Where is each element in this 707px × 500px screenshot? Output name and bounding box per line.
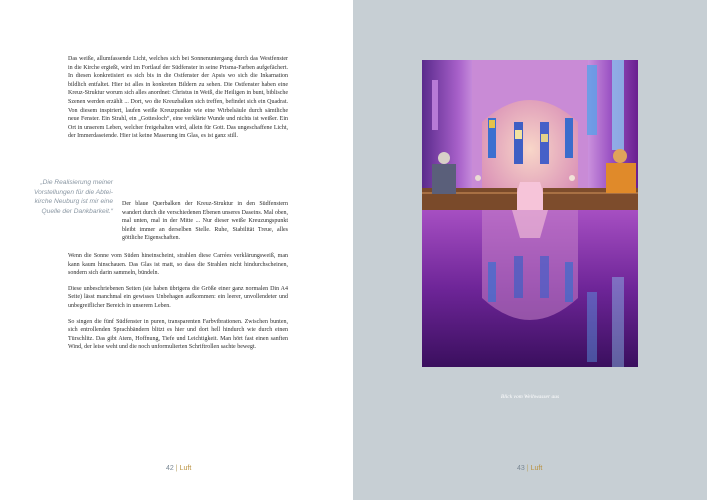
visitor-head	[475, 175, 481, 181]
visitor-head	[569, 175, 575, 181]
reflected-window	[540, 256, 549, 298]
side-window-left	[432, 80, 438, 130]
reflected-side-window	[587, 292, 597, 362]
photo-caption: Blick vom Weihwasser aus	[500, 394, 560, 400]
stained-glass-window	[565, 118, 573, 158]
section-name: Luft	[179, 465, 192, 472]
left-page	[0, 0, 353, 500]
reflected-window	[488, 262, 496, 302]
folio-separator: |	[526, 465, 529, 472]
side-window-right	[587, 65, 597, 135]
stained-glass-window	[514, 122, 523, 164]
visitor-body	[606, 163, 636, 193]
pull-quote-line: „Die Realisierung meiner	[40, 179, 113, 186]
pull-quote-line: kirche Neuburg ist mir eine	[34, 198, 113, 205]
pull-quote-line: Vorstellungen für die Abtei-	[33, 188, 113, 196]
page-number-right	[517, 465, 542, 472]
pull-quote	[8, 178, 113, 216]
paragraph: Der blaue Querbalken der Kreuz-Struktur in den Südfenstern wandert durch die verschiedenen Ebenen unseres Daseins. Mal oben, mal unten, mal in der Mitte ... Nur dieser weiße Kreuzungspunkt bleibt immer an derselben Stelle. Ruhe, Stabilität Treue, alles göttliche Eigenschaften.	[122, 201, 288, 242]
stained-glass-detail	[489, 120, 495, 128]
pull-quote-line: Quelle der Dankbarkeit.“	[41, 207, 113, 215]
paragraph: Diese unbeschriebenen Seiten (sie haben übrigens die Größe einer ganz normalen Din A4 Seite) lässt manchmal ein gewisses Unbehagen aufkommen: ein leerer, unvollendeter und unbegreiflicher Bereich in unserem Leben.	[68, 285, 288, 309]
church-interior-photo	[422, 60, 638, 367]
reflected-window	[565, 262, 573, 302]
paragraph: Das weiße, allumfassende Licht, welches sich bei Sonnenuntergang durch das Westfenster in die Kirche ergießt, wird im Fortlauf der Südfenster in seine Prisma-Farben aufgefächert. In diesen konkretisiert es sich bis in die Ostfenster der Apsis wo sich die Inkarnation bildlich entfaltet. Hier ist alles in konkreten Bildern zu sehen. Die Ostfenster haben eine Kreuz-Struktur worum sich alles anordnet: Christus in Weiß, die Heiligen in bunt, biblische Szenen werden erzählt ... Dort, wo die Kreuzbalken sich treffen, befindet sich ein Quadrat. Von diesem inspiriert, laufen weiße Kreuzpunkte wie eine Wirbelsäule durch sämtliche neue Fenster. Ein Strahl, ein „Gottesloch“, eine verklärte Wunde und nichts ist weißer. Ein Ort in unserem Leben, welcher freigehalten wird, allein für Gott. Das ungeschaffene Licht, der Immerdaseiende. Hier ist keine Maserung im Glas, es ist ganz still.	[68, 56, 288, 140]
visitor-head	[438, 152, 450, 164]
body-text-upper	[68, 55, 288, 148]
stained-glass-detail	[515, 130, 522, 139]
stained-glass-window	[540, 122, 549, 164]
page-number: 43	[517, 465, 525, 472]
page-number: 42	[166, 465, 174, 472]
section-name: Luft	[530, 465, 543, 472]
body-text-indented	[122, 200, 288, 250]
visitor-head	[613, 149, 627, 163]
paragraph: So singen die fünf Südfenster in puren, transparenten Farbvibrationen. Zwischen bunten, sich entrollenden Sprachbändern blitzt es hier und dort hell hindurch wie durch einen Türschlitz. Das gibt Atem, Hoffnung, Tiefe und Leichtigkeit. Man hört fast einen sanften Wind, der leise weht und die noch unformulierten Schriftrollen sachte bewegt.	[68, 318, 288, 351]
reflected-side-window	[612, 277, 624, 367]
page-number-left	[166, 465, 191, 472]
reflected-window	[514, 256, 523, 298]
side-window-right	[612, 60, 624, 150]
paragraph: Wenn die Sonne vom Süden hineinscheint, strahlen diese Carrées verklärungsweiß, man kann kaum hinschauen. Das Glas ist matt, so dass die Strahlen nicht hindurchscheinen, sondern sich darin sammeln, bündeln.	[68, 253, 288, 277]
visitor-body	[432, 164, 456, 194]
folio-separator: |	[175, 465, 178, 472]
stained-glass-detail	[541, 134, 548, 142]
body-text-lower	[68, 252, 288, 359]
